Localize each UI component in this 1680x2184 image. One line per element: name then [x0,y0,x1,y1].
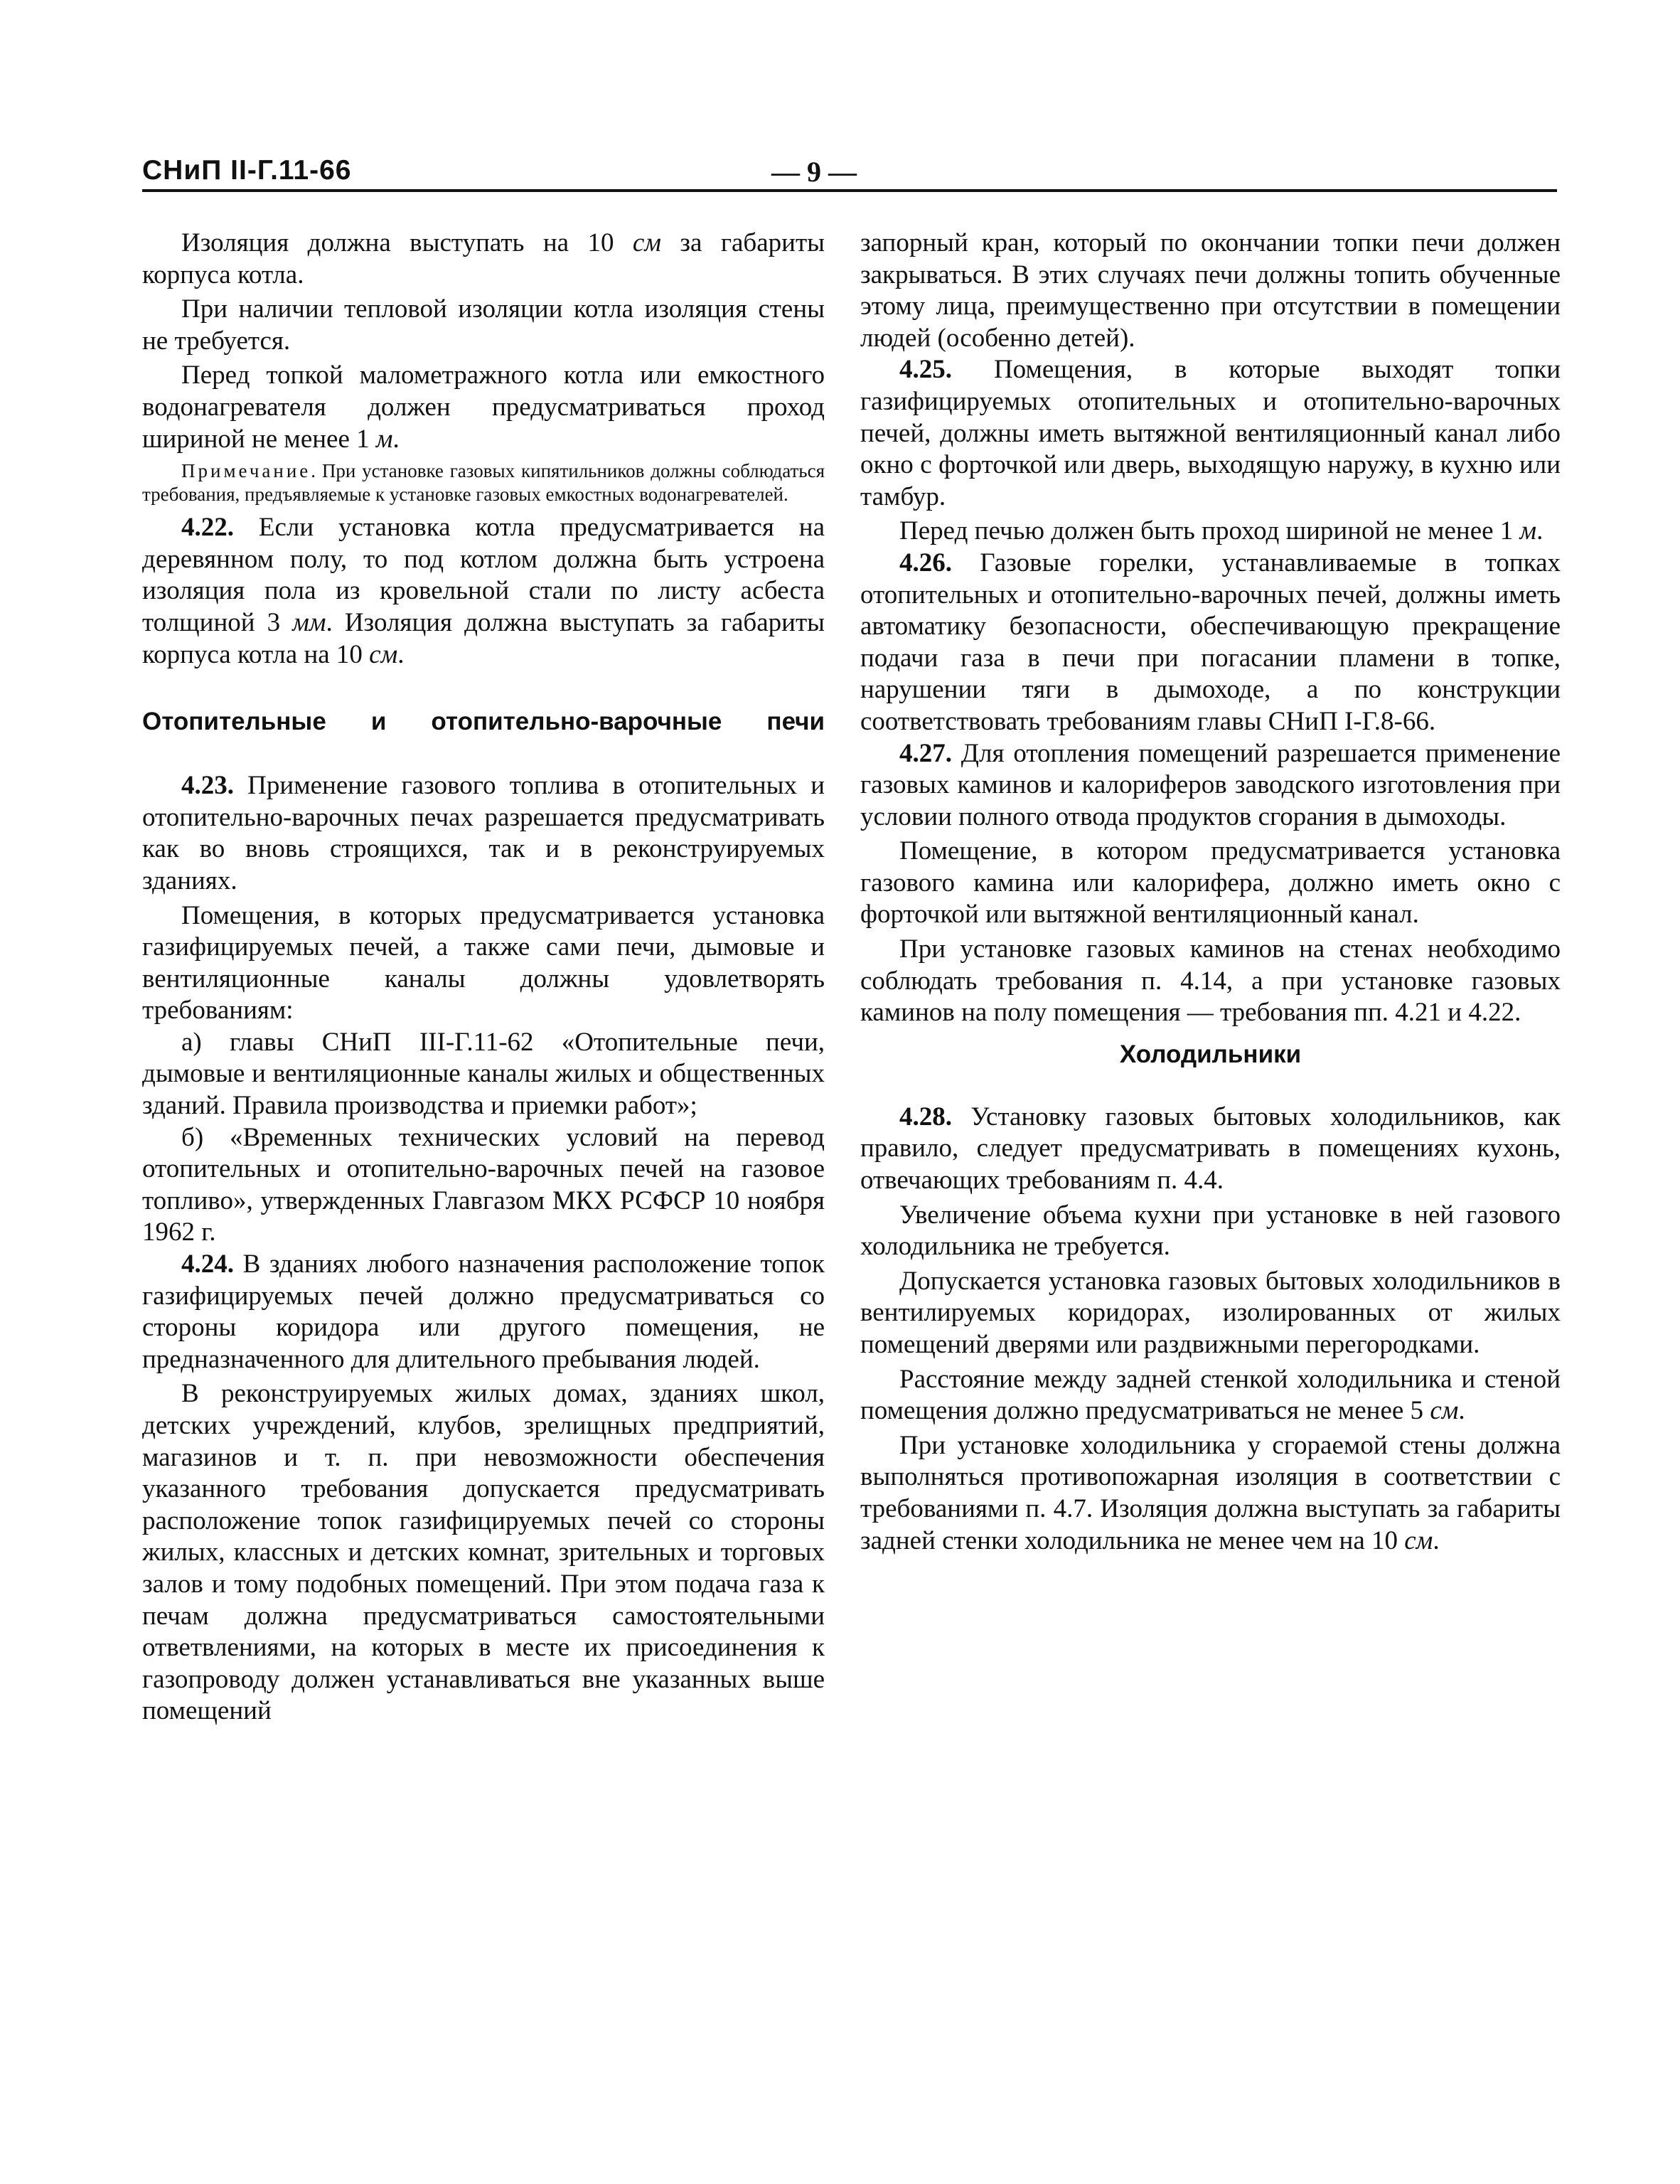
header-rule [142,189,1557,192]
clause-4-28: 4.28. Установку газовых бытовых холодильников, как правило, следует предусматривать в помещениях кухонь, отвечающих требованиям п. 4.4. [860,1102,1561,1195]
left-column [142,228,825,1727]
paragraph: Увеличение объема кухни при установке в ней газового холодильника не требуется. [860,1200,1561,1262]
clause-4-25: 4.25. Помещения, в которые выходят топки газифицируемых отопительных и отопительно-варочных печей, должны иметь вытяжной вентиляционный канал либо окно с форточкой или дверь, выходящую наружу, в кухню или тамбур. [860,355,1561,511]
clause-4-22: 4.22. Если установка котла предусматривается на деревянном полу, то под котлом должна быть устроена изоляция пола из кровельной стали по листу асбеста толщиной 3 мм. Изоляция должна выступать за габариты корпуса котла на 10 см. [142,513,825,669]
paragraph: Допускается установка газовых бытовых холодильников в вентилируемых коридорах, изолированных от жилых помещений дверями или раздвижными перегородками. [860,1266,1561,1359]
paragraph: запорный кран, который по окончании топки печи должен закрываться. В этих случаях печи должны топить обученные этому лица, преимущественно при отсутствии в помещении людей (особенно детей). [860,228,1561,353]
list-item: а) главы СНиП III-Г.11-62 «Отопительные печи, дымовые и вентиляционные каналы жилых и общественных зданий. Правила производства и приемки работ»; [142,1027,825,1121]
section-heading: Отопительные и отопительно-варочные печи [142,708,825,736]
section-heading: Холодильники [1119,1040,1302,1068]
right-column [860,228,1561,1557]
paragraph: Расстояние между задней стенкой холодильника и стеной помещения должно предусматриваться не менее 5 см. [860,1364,1561,1426]
paragraph: Перед топкой малометражного котла или емкостного водонагревателя должен предусматриваться проход шириной не менее 1 м. [142,361,825,454]
clause-4-24: 4.24. В зданиях любого назначения расположение топок газифицируемых печей должно предусматриваться со стороны коридора или другого помещения, не предназначенного для длительного пребывания людей. [142,1250,825,1374]
page-number: — 9 — [771,156,857,188]
paragraph: В реконструируемых жилых домах, зданиях школ, детских учреждений, клубов, зрелищных предприятий, магазинов и т. п. при невозможности обеспечения указанного требования допускается предусматривать расположение топок газифицируемых печей со стороны жилых, классных и детских комнат, зрительных и торговых залов и тому подобных помещений. При этом подача газа к печам должна предусматриваться самостоятельными ответвлениями, на которых в месте их присоединения к газопроводу должен устанавливаться вне указанных выше помещений [142,1379,825,1726]
paragraph: Помещение, в котором предусматривается установка газового камина или калорифера, должно иметь окно с форточкой или вытяжной вентиляционный канал. [860,836,1561,929]
paragraph: Помещения, в которых предусматривается установка газифицируемых печей, а также сами печи, дымовые и вентиляционные каналы должны удовлетворять требованиям: [142,900,825,1026]
document-code: СНиП II-Г.11-66 [142,155,352,186]
note: Примечание. При установке газовых кипятильников должны соблюдаться требования, предъявляемые к установке газовых емкостных водонагревателей. [142,460,825,506]
clause-4-26: 4.26. Газовые горелки, устанавливаемые в топках отопительных и отопительно-варочных печей, должны иметь автоматику безопасности, обеспечивающую прекращение подачи газа в печи при погасании пламени в топке, нарушении тяги в дымоходе, а по конструкции соответствовать требованиям главы СНиП I-Г.8-66. [860,548,1561,736]
page-header [142,155,1557,188]
paragraph: Перед печью должен быть проход шириной не менее 1 м. [899,516,1543,546]
paragraph: При установке газовых каминов на стенах необходимо соблюдать требования п. 4.14, а при установке газовых каминов на полу помещения — требования пп. 4.21 и 4.22. [860,934,1561,1028]
clause-4-27: 4.27. Для отопления помещений разрешается применение газовых каминов и калориферов заводского изготовления при условии полного отвода продуктов сгорания в дымоходы. [860,738,1561,831]
clause-4-23: 4.23. Применение газового топлива в отопительных и отопительно-варочных печах разрешается предусматривать как во вновь строящихся, так и в реконструируемых зданиях. [142,771,825,895]
note-label: Примечание [181,460,311,482]
list-item: б) «Временных технических условий на перевод отопительных и отопительно-варочных печей на газовое топливо», утвержденных Главгазом МКХ РСФСР 10 ноября 1962 г. [142,1122,825,1247]
paragraph: При наличии тепловой изоляции котла изоляция стены не требуется. [142,294,825,356]
paragraph: Изоляция должна выступать на 10 см за габариты корпуса котла. [142,228,825,289]
paragraph: При установке холодильника у сгораемой стены должна выполняться противопожарная изоляция в соответствии с требованиями п. 4.7. Изоляция должна выступать за габариты задней стенки холодильника не менее чем на 10 см. [860,1430,1561,1555]
